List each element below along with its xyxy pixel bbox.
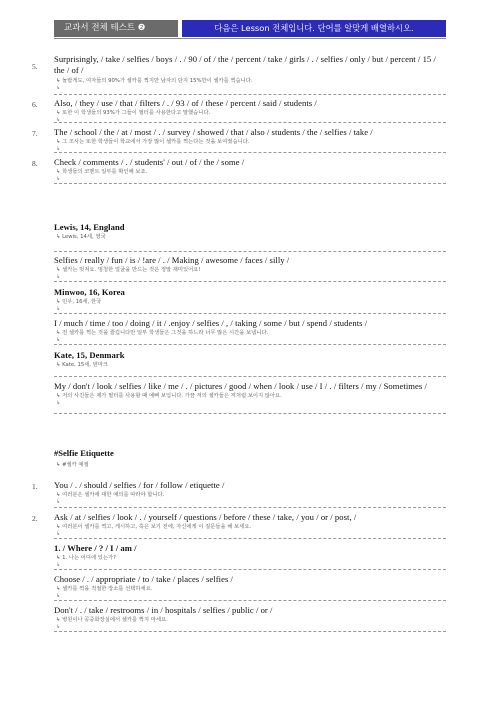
divider	[54, 122, 446, 123]
question-item	[54, 543, 446, 569]
answer-line-marker: ↳	[56, 337, 61, 344]
header-divider	[54, 38, 446, 39]
speaker-name-korean: ↳ Kate, 15세, 덴마크	[56, 362, 109, 369]
korean-translation: ↳ 놀랍게도, 여자들의 90%가 셀카를 찍지만 남자의 단지 15%만이 셀카를 찍습니다.	[56, 77, 253, 84]
question-item	[32, 157, 446, 183]
question-item	[54, 381, 446, 407]
korean-translation: ↳ 병원이나 공중화장실에서 셀카를 찍지 마세요.	[56, 617, 168, 624]
question-item	[32, 512, 446, 538]
scrambled-sentence: Don't / . / take / restrooms / in / hospitals / selfies / public / or /	[54, 605, 273, 615]
speaker-block	[54, 350, 446, 369]
divider	[54, 281, 446, 282]
korean-translation: ↳ 그 조사는 또한 학생들이 학교에서 가장 많이 셀카를 찍는다는 것을 보여줬습니다.	[56, 139, 250, 146]
korean-translation: ↳ 전 셀카를 찍는 것을 즐깁니다만 일부 학생들은 그것을 하느라 너무 많은 시간을 보냅니다.	[56, 330, 269, 337]
scrambled-sentence: Surprisingly, / take / selfies / boys / . / 90 / of / the / percent / take / girls / . / selfies / only / but / percent / 15 / the / of /	[54, 54, 436, 76]
scrambled-sentence: Choose / . / appropriate / to / take / places / selfies /	[54, 574, 233, 584]
question-item	[54, 574, 446, 600]
answer-line-marker: ↳	[56, 306, 61, 313]
answer-line-marker: ↳	[56, 499, 61, 506]
answer-line-marker: ↳	[56, 624, 61, 631]
section-title: #Selfie Etiquette	[54, 448, 114, 458]
scrambled-sentence: My / don't / look / selfies / like / me / . / pictures / good / when / look / use / I / . / filters / my / Sometimes /	[54, 381, 427, 391]
question-number: 5.	[32, 62, 38, 71]
korean-translation: ↳ 셀카를 찍을 적절한 장소를 선택하세요.	[56, 586, 153, 593]
question-item	[54, 255, 446, 281]
korean-translation: ↳ 여러분은 셀카에 대한 예의를 따라야 합니다.	[56, 492, 165, 499]
speaker-block	[54, 287, 446, 313]
worksheet-title: 교과서 전체 테스트 ❷	[54, 20, 178, 37]
question-item	[54, 318, 446, 344]
answer-line-marker: ↳	[56, 531, 61, 538]
question-number: 1.	[32, 482, 38, 491]
korean-translation: ↳ 저의 사진들은 제가 필터를 사용할 때 예뻐 보입니다. 가끔 저의 셀카들은 저처럼 보이지 않아요.	[56, 393, 282, 400]
scrambled-sentence: Also, / they / use / that / filters / . / 93 / of / these / percent / said / students /	[54, 98, 317, 108]
divider	[54, 152, 446, 153]
scrambled-sentence: Selfies / really / fun / is / !are / . / Making / awesome / faces / silly /	[54, 255, 290, 265]
divider	[54, 631, 446, 632]
scrambled-sentence: Ask / at / selfies / look / . / yourself / questions / before / these / take, / you / or / post, /	[54, 512, 357, 522]
question-item	[32, 480, 446, 506]
question-item	[32, 127, 446, 153]
divider	[54, 94, 446, 95]
divider	[54, 413, 446, 414]
question-number: 7.	[32, 129, 38, 138]
korean-translation: ↳ 학생들의 코멘트 일부를 확인해 보죠.	[56, 169, 148, 176]
scrambled-sentence: Check / comments / . / students' / out / of / the / some /	[54, 157, 245, 167]
divider	[54, 600, 446, 601]
question-item	[32, 54, 446, 92]
answer-line-marker: ↳	[56, 176, 61, 183]
korean-translation: ↳ 셀카는 멋져요. 멍청한 얼굴을 만드는 것은 정말 재미있어요!	[56, 267, 201, 274]
divider	[54, 507, 446, 508]
speaker-block	[54, 222, 446, 241]
korean-translation: ↳ 1. 나는 어디에 있는가?	[56, 555, 116, 562]
divider	[54, 569, 446, 570]
worksheet-instruction: 다음은 Lesson 전체입니다. 단어를 알맞게 배열하시오.	[182, 20, 446, 37]
answer-line-marker: ↳	[56, 117, 61, 124]
question-number: 6.	[32, 100, 38, 109]
question-number: 8.	[32, 159, 38, 168]
answer-line-marker: ↳	[56, 146, 61, 153]
divider	[54, 251, 446, 252]
divider	[54, 538, 446, 539]
scrambled-sentence: I / much / time / too / doing / it / .enjoy / selfies / , / taking / some / but / spend / students /	[54, 318, 368, 328]
answer-line-marker: ↳	[56, 274, 61, 281]
divider	[54, 183, 446, 184]
speaker-name: Kate, 15, Denmark	[54, 350, 125, 360]
scrambled-sentence: The / school / the / at / most / . / survey / showed / that / also / students / the / selfies / take /	[54, 127, 373, 137]
divider	[54, 376, 446, 377]
answer-line-marker: ↳	[56, 562, 61, 569]
korean-translation: ↳ 또한 이 학생들의 93%가 그들이 필터를 사용한다고 말했습니다.	[56, 110, 211, 117]
question-number: 2.	[32, 514, 38, 523]
scrambled-sentence: You / . / should / selfies / for / follow / etiquette /	[54, 480, 225, 490]
divider	[54, 344, 446, 345]
speaker-name: Lewis, 14, England	[54, 222, 125, 232]
worksheet-header	[54, 20, 446, 37]
scrambled-sentence: 1. / Where / ? / I / am /	[54, 543, 137, 553]
section-subtitle: ↳ #셀카 예절	[56, 462, 89, 468]
question-item	[54, 605, 446, 631]
korean-translation: ↳ 여러분이 셀카를 찍고, 게시하고, 혹은 보기 전에, 자신에게 이 질문들을 해 보세요.	[56, 524, 252, 531]
speaker-name: Minwoo, 16, Korea	[54, 287, 125, 297]
question-item	[32, 98, 446, 124]
divider	[54, 313, 446, 314]
answer-line-marker: ↳	[56, 593, 61, 600]
speaker-name-korean: ↳ Lewis, 14세, 영국	[56, 234, 106, 241]
speaker-name-korean: ↳ 민우, 16세, 한국	[56, 299, 102, 306]
answer-line-marker: ↳	[56, 84, 61, 91]
answer-line-marker: ↳	[56, 400, 61, 407]
